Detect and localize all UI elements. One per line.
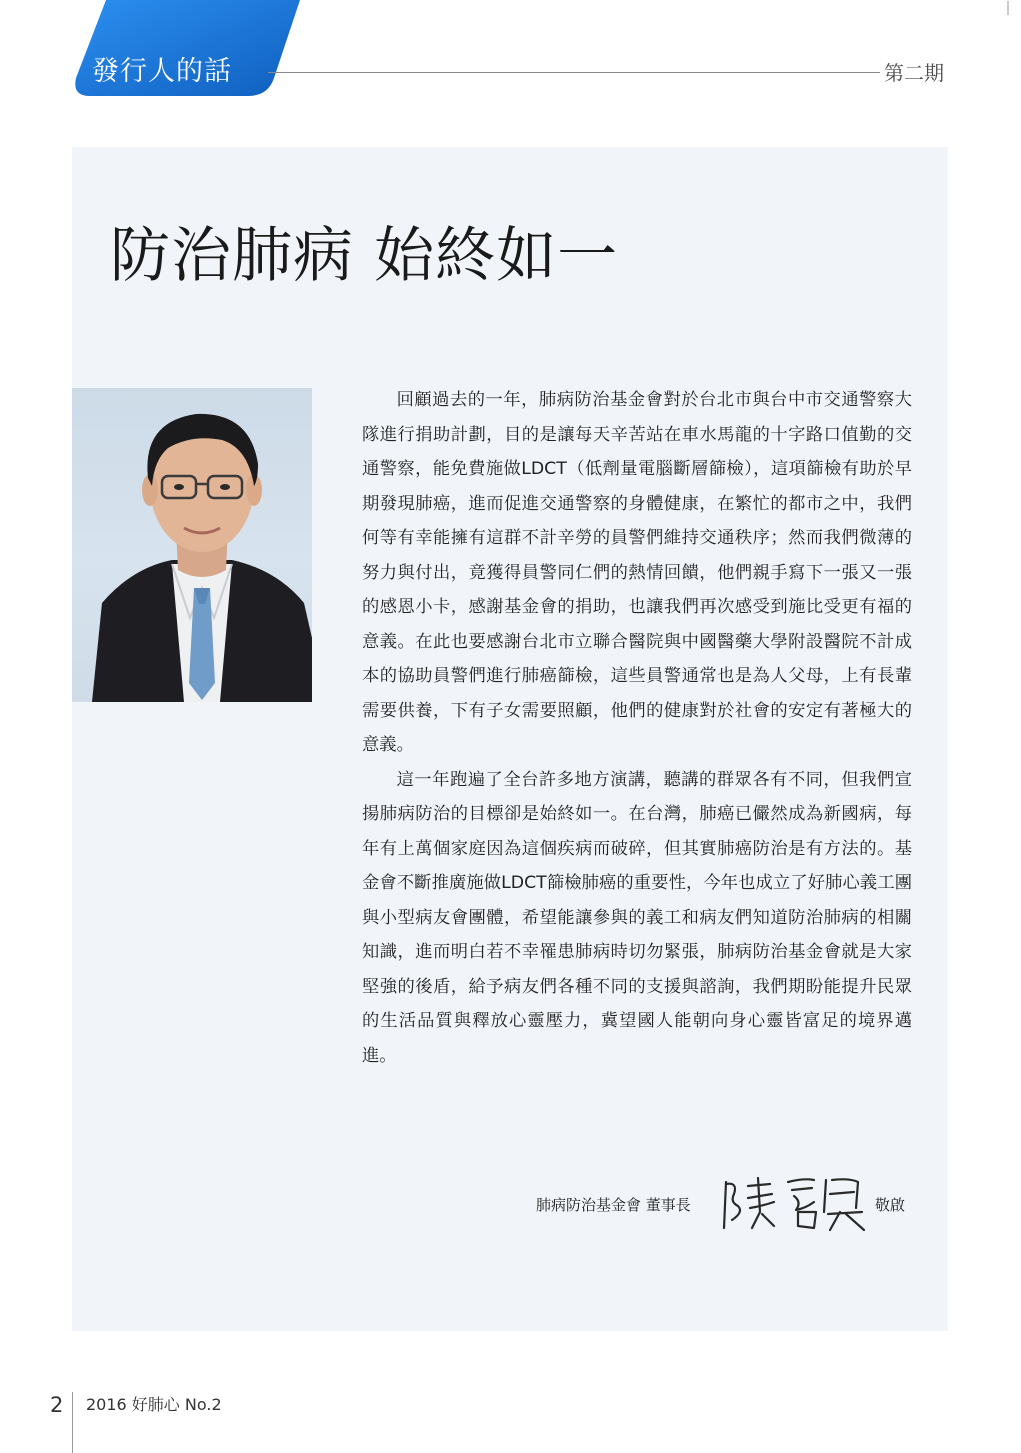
portrait-illustration — [72, 388, 312, 702]
signature-closing: 敬啟 — [875, 1196, 906, 1214]
article-paragraph-2: 這一年跑遍了全台許多地方演講，聽講的群眾各有不同，但我們宣揚肺病防治的目標卻是始終如一。在台灣，肺癌已儼然成為新國病，每年有上萬個家庭因為這個疾病而破碎，但其實肺癌防治是有方法的。基金會不斷推廣施做LDCT篩檢肺癌的重要性，今年也成立了好肺心義工團與小型病友會團體，希望能讓參與的義工和病友們知道防治肺病的相關知識，進而明白若不幸罹患肺病時切勿緊張，肺病防治基金會就是大家堅強的後盾，給予病友們各種不同的支援與諮詢，我們期盼能提升民眾的生活品質與釋放心靈壓力，冀望國人能朝向身心靈皆富足的境界邁進。 — [362, 769, 912, 1066]
author-portrait — [72, 388, 312, 702]
article-title: 防治肺病 始終如一 — [110, 221, 619, 291]
publication-label: 2016 好肺心 No.2 — [86, 1395, 222, 1414]
issue-label: 第二期 — [884, 61, 944, 85]
handwritten-signature — [718, 1172, 868, 1240]
header-divider — [268, 72, 880, 73]
footer-divider — [72, 1392, 73, 1453]
article-paragraph-1: 回顧過去的一年，肺病防治基金會對於台北市與台中市交通警察大隊進行捐助計劃，目的是讓每天辛苦站在車水馬龍的十字路口值勤的交通警察，能免費施做LDCT（低劑量電腦斷層篩檢），這項篩檢有助於早期發現肺癌，進而促進交通警察的身體健康，在繁忙的都市之中，我們何等有幸能擁有這群不計辛勞的員警們維持交通秩序；然而我們微薄的努力與付出，竟獲得員警同仁們的熱情回饋，他們親手寫下一張又一張的感恩小卡，感謝基金會的捐助，也讓我們再次感受到施比受更有福的意義。在此也要感謝台北市立聯合醫院與中國醫藥大學附設醫院不計成本的協助員警們進行肺癌篩檢，這些員警通常也是為人父母，上有長輩需要供養，下有子女需要照顧，他們的健康對於社會的安定有著極大的意義。 — [362, 390, 912, 755]
section-title: 發行人的話 — [92, 56, 232, 87]
page-number: 2 — [50, 1393, 64, 1417]
crop-mark — [996, 0, 1021, 19]
signature-title: 肺病防治基金會 董事長 — [536, 1196, 691, 1214]
article-body — [362, 383, 912, 1073]
signature-block — [536, 1172, 916, 1236]
